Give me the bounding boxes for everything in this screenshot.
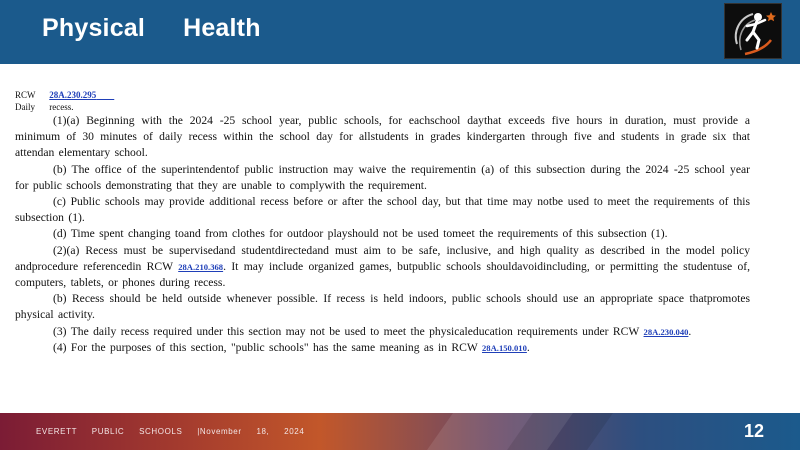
paragraph-4-text-start: (4) For the purposes of this section, "public schools" has the same meaning as in RCW [53, 340, 482, 354]
paragraph-4-text-end: . [526, 340, 530, 354]
paragraph-1d: (d) Time spent changing toand from clothes for outdoor playshould not be used tomeet the requirements of this subsection (1). [53, 227, 668, 241]
slide-footer [0, 413, 800, 450]
rcw-link-28a-230-040[interactable]: 28A.230.040 [643, 326, 689, 337]
rcw-link-28a-150-010[interactable]: 28A.150.010 [482, 342, 527, 353]
recess-label: recess. [49, 102, 74, 112]
page-number: 12 [743, 421, 764, 441]
paragraph-4 [15, 340, 750, 356]
paragraph-2a-text-start: (2)(a) Recess must be supervisedand studentdirectedand must aim to be safe, inclusive, and high quality as described in the model policy andprocedure referencedin RCW [15, 243, 750, 273]
section-caption [15, 101, 750, 113]
paragraph-1c: (c) Public schools may provide additional recess before or after the school day, but that time may notbe used to meet the requirements of this subsection (1). [15, 195, 750, 225]
rcw-link-28a-210-368[interactable]: 28A.210.368 [178, 261, 224, 272]
paragraph-3 [15, 324, 750, 340]
running-figure-logo-icon [724, 3, 782, 59]
paragraph-2b: (b) Recess should be held outside whenever possible. If recess is held indoors, public schools should use an appropriate space thatpromotes physical activity. [15, 292, 750, 322]
paragraph-2a [15, 243, 750, 292]
rcw-reference-line [15, 89, 750, 101]
paragraph-3-text-end: . [688, 324, 692, 338]
daily-label: Daily [15, 102, 35, 112]
slide-header [0, 0, 800, 64]
paragraph-3-text-start: (3) The daily recess required under this section may not be used to meet the physicaleducation requirements under RCW [53, 324, 644, 338]
title-word-health: Health [183, 14, 261, 42]
footer-district-date: EVERETT PUBLIC SCHOOLS |November 18, 2024 [36, 427, 305, 436]
title-word-physical: Physical [42, 14, 146, 42]
paragraph-1b: (b) The office of the superintendentof public instruction may waive the requirementin (a) of this subsection during the 2024 -25 school year for public schools demonstrating that they are unable to complywith the requirement. [15, 162, 750, 192]
slide-title [42, 14, 261, 43]
rcw-link-28a-230-295[interactable]: 28A.230.295 [49, 90, 97, 100]
rcw-label: RCW [15, 90, 36, 100]
paragraph-1a: (1)(a) Beginning with the 2024 -25 school year, public schools, for eachschool daythat exceeds five hours in duration, must provide a minimum of 30 minutes of daily recess within the school day for allstudents in grades kindergarten through five and students in grade six that attendan elementary school. [15, 114, 750, 160]
paragraph-2a-text-end: . It may include organized games, butpublic schools shouldavoidincluding, or permitting the studentuse of, computers, tablets, or phones during recess. [15, 259, 751, 290]
rcw-document [15, 89, 750, 356]
